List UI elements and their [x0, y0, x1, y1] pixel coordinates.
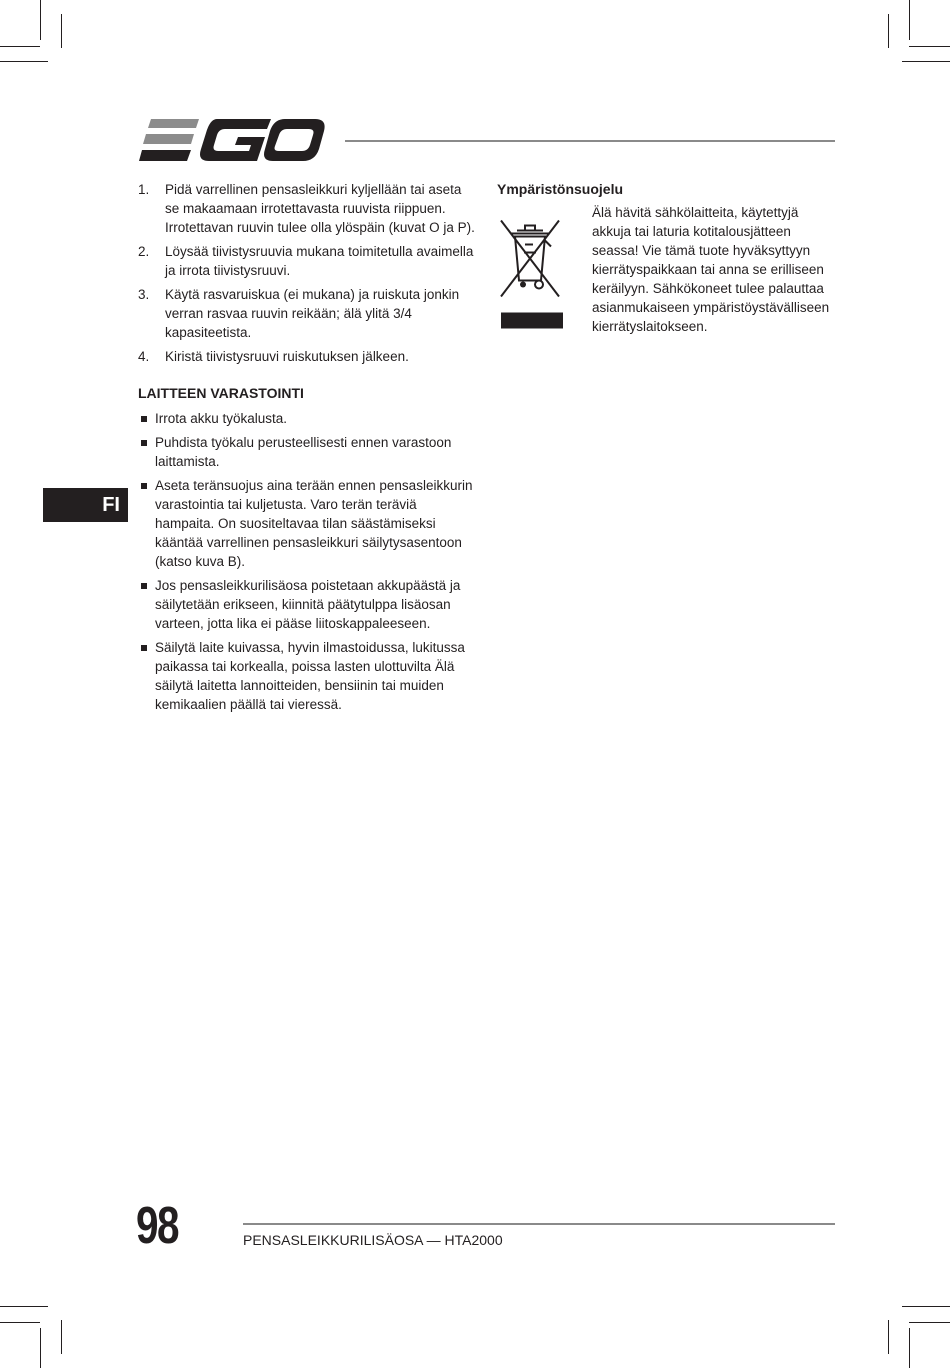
page-number: 98: [136, 1197, 178, 1255]
left-column: [138, 180, 478, 719]
step-item: [138, 285, 478, 342]
crop-mark: [902, 1306, 950, 1307]
crop-mark: [0, 61, 48, 62]
crop-mark: [0, 46, 40, 47]
language-tab: FI: [43, 488, 128, 522]
step-number: 4.: [138, 349, 150, 364]
crop-mark: [0, 1322, 40, 1323]
step-text: Löysää tiivistysruuvia mukana toimitetulla avaimella ja irrota tiivistysruuvi.: [165, 244, 474, 278]
crop-mark: [40, 1328, 41, 1368]
ego-logo: [139, 119, 325, 161]
footer-rule: [243, 1223, 835, 1225]
crop-mark: [909, 0, 910, 40]
environment-heading: Ympäristönsuojelu: [497, 181, 624, 197]
crop-mark: [909, 46, 950, 47]
step-item: [138, 180, 478, 237]
maintenance-steps: [138, 180, 478, 366]
storage-item: Irrota akku työkalusta.: [138, 409, 478, 428]
storage-list: [138, 409, 478, 714]
environment-block: [497, 207, 837, 336]
step-item: [138, 347, 478, 366]
right-column: [497, 180, 837, 336]
crop-mark: [61, 1320, 62, 1354]
step-number: 3.: [138, 287, 150, 302]
environment-text: Älä hävitä sähkölaitteita, käytettyjä akkuja tai laturia kotitalousjätteen seassa! Vie tämä tuote hyväksyttyyn kierrätyspaikkaan tai anna se erilliseen keräilyyn. Sähkökoneet tulee palauttaa asianmukaiseen ympäristöystävälliseen kierrätyslaitokseen.: [592, 205, 830, 334]
storage-item: Säilytä laite kuivassa, hyvin ilmastoidussa, lukitussa paikassa tai korkealla, poissa lasten ulottuvilta Älä säilytä laitetta lannoitteiden, bensiinin tai muiden kemikaalien päällä tai vieressä.: [138, 638, 478, 714]
crossed-out-bin-icon: [497, 209, 563, 336]
header-rule: [345, 140, 835, 142]
step-number: 1.: [138, 182, 150, 197]
step-text: Kiristä tiivistysruuvi ruiskutuksen jälkeen.: [165, 349, 409, 364]
crop-mark: [888, 14, 889, 48]
crop-mark: [61, 14, 62, 48]
storage-heading: LAITTEEN VARASTOINTI: [138, 385, 304, 401]
step-number: 2.: [138, 244, 150, 259]
crop-mark: [888, 1320, 889, 1354]
crop-mark: [902, 61, 950, 62]
storage-item: Jos pensasleikkurilisäosa poistetaan akkupäästä ja säilytetään erikseen, kiinnitä päätytulppa lisäosan varteen, jotta lika ei pääse liitoskappaleeseen.: [138, 576, 478, 633]
crop-mark: [40, 0, 41, 40]
step-text: Käytä rasvaruiskua (ei mukana) ja ruiskuta jonkin verran rasvaa ruuvin reikään; älä ylitä 3/4 kapasiteetista.: [165, 287, 460, 340]
crop-mark: [0, 1306, 48, 1307]
crop-mark: [909, 1328, 910, 1368]
crop-mark: [909, 1322, 950, 1323]
step-item: [138, 242, 478, 280]
storage-item: Puhdista työkalu perusteellisesti ennen varastoon laittamista.: [138, 433, 478, 471]
step-text: Pidä varrellinen pensasleikkuri kyljellään tai aseta se makaamaan irrotettavasta ruuvista riippuen. Irrotettavan ruuvin tulee olla ylöspäin (kuvat O ja P).: [165, 182, 475, 235]
footer-title: PENSASLEIKKURILISÄOSA — HTA2000: [243, 1232, 503, 1248]
storage-item: Aseta teränsuojus aina terään ennen pensasleikkurin varastointia tai kuljetusta. Varo terän teräviä hampaita. On suositeltavaa tilan säästämiseksi kääntää varrellinen pensasleikkuri säilytysasentoon (katso kuva B).: [138, 476, 478, 571]
